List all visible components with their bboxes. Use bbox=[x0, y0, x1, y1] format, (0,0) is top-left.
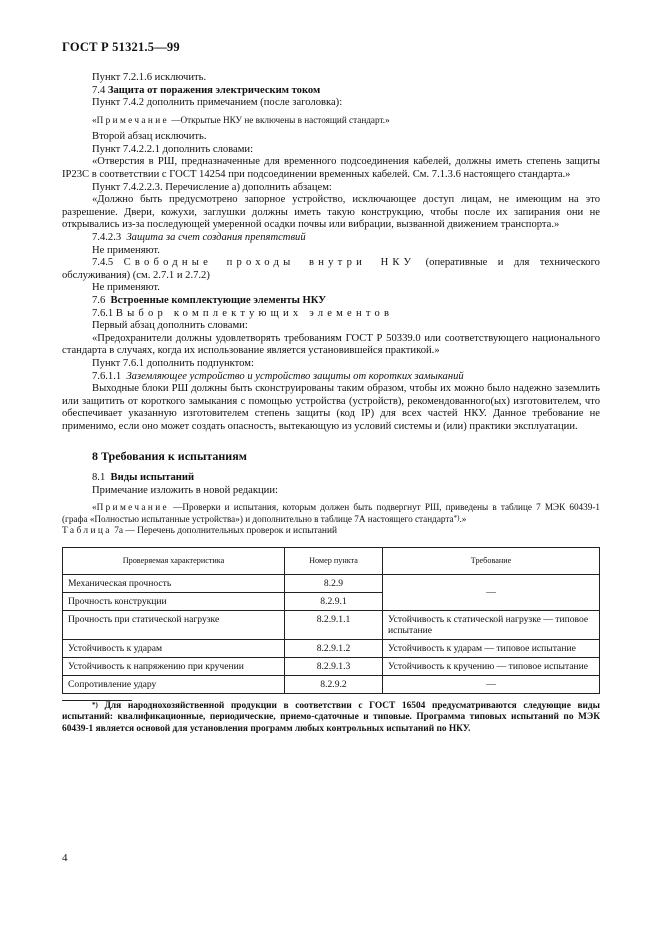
paragraph: Пункт 7.4.2 дополнить примечанием (после заголовка): bbox=[92, 97, 343, 109]
table-cell: Прочность конструкции bbox=[63, 592, 285, 610]
requirements-table bbox=[62, 547, 600, 694]
paragraph: Пункт 7.4.2.2.3. Перечисление а) дополнить абзацем: bbox=[92, 181, 332, 193]
table-cell: — bbox=[383, 675, 600, 693]
section-heading-7-6-1-1: 7.6.1.1 Заземляющее устройство и устройство защиты от коротких замыканий bbox=[92, 370, 464, 382]
table-cell: Устойчивость к кручению — типовое испытание bbox=[383, 657, 600, 675]
page-number: 4 bbox=[62, 852, 68, 864]
note: «Примечание —Проверки и испытания, которым должен быть подвергнут РШ, приведены в таблице 7 МЭК 60439-1 (графа «Полностью испытанные устройства») и дополнительно в таблице 7А настоящего стандарта*).» bbox=[62, 502, 600, 524]
table-cell: 8.2.9 bbox=[285, 574, 383, 592]
paragraph: Выходные блоки РШ должны быть сконструированы таким образом, чтобы их можно было надежно заземлить или защитить от короткого замыкания с помощью устройства (устройств), рекомендованного(ых) изготовителем, что обеспечивает указанную изготовителем степень защиты (код IP) для всех частей НКУ. Данное требование не применимо, если оно может создать опасность, вытекающую из условий системы и (или) практики эксплуатации. bbox=[62, 383, 600, 432]
table-row bbox=[63, 657, 600, 675]
table-cell: Устойчивость к ударам bbox=[63, 639, 285, 657]
page-header: ГОСТ Р 51321.5—99 bbox=[62, 40, 180, 54]
table-cell: 8.2.9.1 bbox=[285, 592, 383, 610]
paragraph: Первый абзац дополнить словами: bbox=[92, 320, 248, 332]
section-heading-7-6: 7.6 Встроенные комплектующие элементы НКУ bbox=[92, 295, 327, 306]
table-row bbox=[63, 574, 600, 592]
table-cell: Устойчивость к напряжению при кручении bbox=[63, 657, 285, 675]
table-cell: 8.2.9.1.1 bbox=[285, 610, 383, 639]
table-cell: Сопротивление удару bbox=[63, 675, 285, 693]
table-cell: Механическая прочность bbox=[63, 574, 285, 592]
table-row bbox=[63, 675, 600, 693]
paragraph: Пункт 7.4.2.2.1 дополнить словами: bbox=[92, 143, 254, 155]
section-title-8: 8 Требования к испытаниям bbox=[92, 448, 247, 463]
table-cell: 8.2.9.2 bbox=[285, 675, 383, 693]
page-body bbox=[62, 72, 600, 735]
footnote: *) Для народнохозяйственной продукции в соответствии с ГОСТ 16504 предусматриваются следующие виды испытаний: квалификационные, периодические, приемо-сдаточные и типовые. Программа типовых испытаний по МЭК 60439-1 является основой для установления программ любых контрольных испытаний по НКУ. bbox=[62, 700, 600, 734]
table-cell: — bbox=[383, 574, 600, 610]
table-row bbox=[63, 639, 600, 657]
table-cell: 8.2.9.1.3 bbox=[285, 657, 383, 675]
table-cell: Устойчивость к статической нагрузке — типовое испытание bbox=[383, 610, 600, 639]
paragraph: Не применяют. bbox=[92, 282, 160, 294]
table-header-cell: Требование bbox=[383, 547, 600, 574]
table-header-cell: Проверяемая характеристика bbox=[63, 547, 285, 574]
note: «Примечание —Открытые НКУ не включены в настоящий стандарт.» bbox=[92, 114, 390, 125]
table-row bbox=[63, 610, 600, 639]
paragraph: «Предохранители должны удовлетворять требованиям ГОСТ Р 50339.0 или соответствующего национального стандарта в случаях, когда их использование является установившейся практикой.» bbox=[62, 332, 600, 357]
paragraph: Не применяют. bbox=[92, 244, 160, 256]
paragraph: Примечание изложить в новой редакции: bbox=[92, 484, 278, 496]
table-cell: 8.2.9.1.2 bbox=[285, 639, 383, 657]
section-heading-7-6-1: 7.6.1 Выбор комплектующих элементов bbox=[92, 307, 394, 319]
section-heading-7-4-2-3: 7.4.2.3 Защита за счет создания препятствий bbox=[92, 232, 306, 244]
table-cell: Устойчивость к ударам — типовое испытание bbox=[383, 639, 600, 657]
paragraph: Пункт 7.6.1 дополнить подпунктом: bbox=[92, 357, 254, 369]
paragraph: Пункт 7.2.1.6 исключить. bbox=[92, 72, 207, 83]
section-heading-7-4-5: 7.4.5 Свободные проходы внутри НКУ (оперативные и для технического обслуживания) (см. 2.7.1 и 2.7.2) bbox=[62, 257, 600, 281]
table-header-row bbox=[63, 547, 600, 574]
table-header-cell: Номер пункта bbox=[285, 547, 383, 574]
table-cell: Прочность при статической нагрузке bbox=[63, 610, 285, 639]
section-heading-8-1: 8.1 Виды испытаний bbox=[92, 472, 195, 484]
paragraph: Второй абзац исключить. bbox=[92, 131, 207, 143]
section-heading-7-4: 7.4 Защита от поражения электрическим током bbox=[92, 84, 321, 96]
paragraph: «Должно быть предусмотрено запорное устройство, исключающее доступ лицам, не имеющим на это разрешение. Двери, кожухи, заглушки должны иметь такую конструкцию, чтобы после их запирания они не открывались из-за последующей умеренной осадки почвы или вибрации, вызванной движением транспорта.» bbox=[62, 194, 600, 231]
paragraph: «Отверстия в РШ, предназначенные для временного подсоединения кабелей, должны иметь степень защиты IP23C в соответствии с ГОСТ 14254 при подсоединении временных кабелей. См. 7.1.3.6 настоящего стандарта.» bbox=[62, 156, 600, 181]
table-caption: Таблица 7а — Перечень дополнительных проверок и испытаний bbox=[62, 526, 337, 537]
